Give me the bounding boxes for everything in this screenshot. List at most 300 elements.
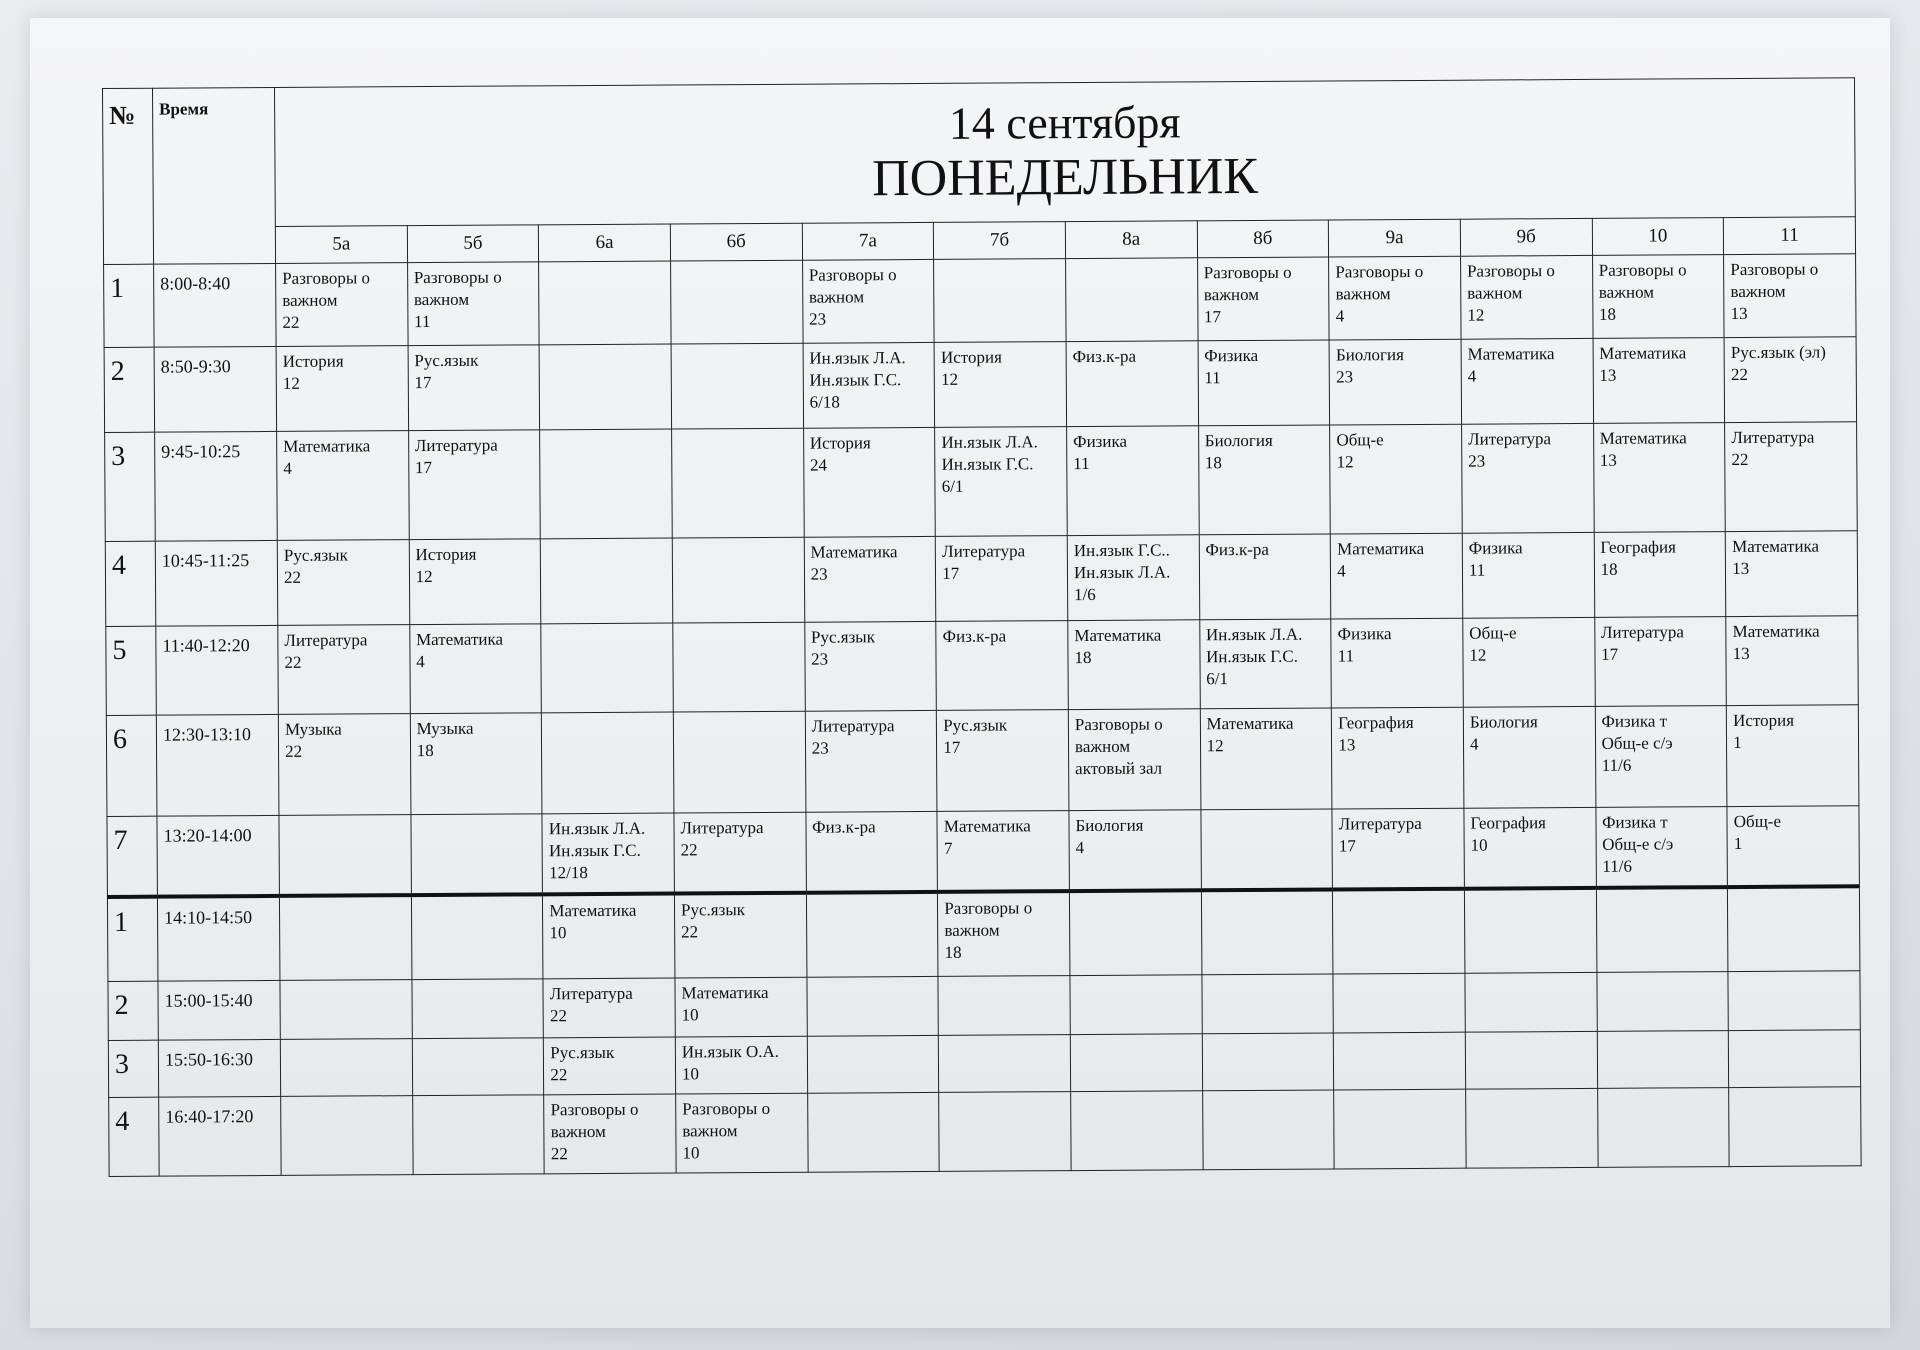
lesson-line: Музыка	[284, 719, 342, 740]
lesson-line: Литература	[284, 630, 368, 651]
lesson-line: 17	[1203, 306, 1222, 327]
lesson-cell	[1201, 890, 1333, 975]
lesson-cell	[1198, 340, 1330, 426]
lesson-line: актовый зал	[1075, 758, 1163, 778]
lesson-cell	[1460, 256, 1592, 340]
lesson-line: 18	[1598, 304, 1617, 324]
lesson-line: История	[1733, 710, 1795, 731]
lesson-cell	[937, 811, 1069, 892]
header-row	[103, 78, 1856, 228]
lesson-line: 23	[1468, 451, 1486, 471]
lesson-cell	[1594, 532, 1726, 618]
schedule-weekday: ПОНЕДЕЛЬНИК	[871, 147, 1259, 208]
lesson-line: Математика	[1074, 625, 1162, 646]
lesson-cell	[1068, 709, 1200, 811]
lesson-line: важном	[413, 289, 470, 310]
lesson-cell	[1592, 255, 1724, 339]
lesson-line: 11	[1337, 646, 1355, 666]
lesson-number: 2	[108, 981, 158, 1040]
lesson-line: Ин.язык О.А.	[681, 1042, 780, 1062]
second-shift-lesson-row	[108, 1030, 1860, 1098]
lesson-cell	[805, 711, 937, 813]
lesson-line: География	[1600, 537, 1676, 558]
lesson-cell	[544, 1094, 676, 1174]
class-header: 6а	[539, 224, 671, 262]
lesson-cell	[1594, 617, 1726, 707]
lesson-cell	[1595, 706, 1727, 808]
lesson-cell	[1724, 254, 1856, 338]
lesson-cell	[543, 894, 675, 979]
lesson-time: 12:30-13:10	[156, 715, 279, 817]
lesson-cell	[671, 344, 803, 430]
lesson-line: Физ.к-ра	[942, 626, 1007, 647]
lesson-cell	[408, 430, 540, 540]
lesson-line: важном	[1467, 283, 1523, 303]
lesson-line: Физ.к-ра	[1205, 540, 1269, 560]
lesson-line: важном	[1335, 284, 1391, 304]
class-header: 5б	[407, 225, 539, 263]
lesson-cell	[803, 428, 935, 538]
lesson-line: Рус.язык	[283, 545, 348, 566]
lesson-line: 4	[1075, 838, 1085, 858]
lesson-line: Математика	[283, 436, 371, 457]
lesson-line: Ин.язык Л.А.	[809, 348, 906, 368]
lesson-cell	[1726, 616, 1858, 706]
lesson-line: 18	[1600, 559, 1618, 579]
lesson-cell	[412, 1038, 544, 1096]
lesson-cell	[671, 261, 803, 345]
lesson-line: Рус.язык	[810, 627, 876, 647]
lesson-line: Ин.язык Л.А.	[548, 819, 646, 839]
lesson-line: 22	[550, 1143, 568, 1164]
lesson-line: География	[1470, 813, 1547, 833]
lesson-cell	[802, 260, 934, 344]
lesson-cell	[412, 1095, 544, 1175]
lesson-line: Разговоры о	[682, 1099, 771, 1119]
lesson-cell	[1334, 1033, 1466, 1091]
lesson-line: 22	[550, 1065, 568, 1085]
lesson-line: Литература	[414, 435, 498, 456]
schedule-document	[102, 77, 1861, 1177]
second-shift-lesson-row	[108, 971, 1860, 1041]
lesson-line: Ин.язык Г.С.	[941, 454, 1034, 474]
lesson-line: 1	[1733, 834, 1743, 854]
lesson-line: 22	[1731, 450, 1749, 470]
lesson-cell	[807, 1036, 939, 1094]
time-column-header: Время	[153, 87, 276, 264]
lesson-line: 22	[680, 840, 698, 860]
lesson-cell	[1330, 425, 1462, 535]
lesson-cell	[539, 344, 671, 430]
lesson-line: Рус.язык	[414, 351, 479, 371]
lesson-line: Общ-е с/э	[1602, 834, 1674, 854]
lesson-line: важном	[1074, 736, 1131, 757]
lesson-time: 10:45-11:25	[155, 541, 278, 627]
lesson-line: 12	[415, 567, 433, 587]
lesson-line: География	[1338, 713, 1414, 733]
lesson-line: 12	[1336, 452, 1354, 472]
lesson-cell	[936, 536, 1068, 622]
lesson-cell	[1067, 426, 1199, 536]
lesson-cell	[1065, 258, 1197, 342]
lesson-cell	[276, 346, 408, 432]
lesson-line: Рус.язык	[550, 1043, 615, 1063]
class-header: 9б	[1460, 218, 1592, 256]
lesson-cell	[280, 980, 412, 1040]
lesson-line: 12	[941, 369, 959, 389]
lesson-cell	[676, 1094, 808, 1174]
lesson-number: 3	[108, 1040, 158, 1097]
lesson-cell	[1066, 341, 1198, 427]
lesson-cell	[1331, 619, 1463, 709]
lesson-cell	[1725, 422, 1857, 532]
schedule-body	[104, 254, 1861, 1177]
class-header: 6б	[670, 223, 802, 261]
lesson-line: важном	[682, 1121, 738, 1141]
first-shift-lesson-row	[104, 254, 1856, 348]
lesson-cell	[1596, 972, 1728, 1032]
lesson-cell	[1461, 424, 1593, 534]
lesson-line: Разговоры о	[1203, 263, 1292, 283]
lesson-line: 22	[284, 652, 302, 672]
lesson-line: 23	[811, 738, 829, 758]
lesson-line: Разговоры о	[550, 1100, 639, 1120]
lesson-cell	[938, 891, 1070, 976]
lesson-cell	[281, 1096, 413, 1176]
lesson-line: 22	[1730, 365, 1749, 385]
lesson-line: Разговоры о	[282, 268, 371, 289]
lesson-line: Ин.язык Л.А.	[1205, 624, 1303, 645]
lesson-line: Физика	[1468, 538, 1523, 558]
lesson-line: Физика	[1204, 346, 1259, 366]
lesson-line: Разговоры о	[1335, 262, 1424, 282]
lesson-line: 17	[1338, 836, 1356, 856]
lesson-cell	[277, 540, 409, 626]
lesson-cell	[1329, 340, 1461, 426]
lesson-cell	[937, 710, 1069, 812]
lesson-cell	[674, 813, 806, 894]
lesson-cell	[806, 892, 938, 977]
lesson-time: 9:45-10:25	[155, 432, 278, 542]
lesson-line: Ин.язык Г.С.	[548, 840, 641, 861]
first-shift-lesson-row	[105, 531, 1857, 627]
lesson-line: 10	[681, 1005, 699, 1025]
lesson-line: 10	[1470, 835, 1488, 855]
lesson-line: Рус.язык (эл)	[1730, 342, 1826, 363]
lesson-line: Математика	[549, 901, 637, 921]
lesson-cell	[409, 539, 541, 625]
lesson-cell	[541, 623, 673, 713]
paper-sheet	[30, 18, 1890, 1328]
lesson-line: Ин.язык Л.А.	[941, 432, 1038, 453]
lesson-line: 4	[1335, 306, 1345, 326]
lesson-cell	[1463, 707, 1595, 809]
second-shift-lesson-row	[109, 1087, 1861, 1177]
lesson-cell	[280, 1039, 412, 1097]
lesson-cell	[408, 345, 540, 431]
lesson-line: История	[282, 351, 344, 372]
lesson-time: 11:40-12:20	[156, 626, 279, 716]
lesson-line: 1	[1733, 733, 1742, 753]
lesson-cell	[409, 624, 541, 714]
lesson-line: Литература	[1468, 429, 1552, 449]
lesson-number: 3	[105, 432, 156, 541]
lesson-cell	[276, 263, 408, 347]
lesson-line: Музыка	[416, 719, 474, 739]
lesson-line: 23	[810, 564, 828, 584]
lesson-line: 13	[1599, 450, 1617, 470]
lesson-cell	[540, 429, 672, 539]
lesson-cell	[1464, 888, 1596, 973]
lesson-number: 2	[104, 347, 155, 432]
lesson-cell	[1727, 806, 1859, 887]
lesson-line: 12	[1206, 736, 1224, 756]
lesson-cell	[1198, 425, 1330, 535]
lesson-line: Математика	[1599, 428, 1687, 449]
lesson-line: 11	[1468, 560, 1486, 580]
lesson-line: Общ-е	[1733, 812, 1782, 832]
lesson-line: Биология	[1204, 431, 1273, 451]
lesson-cell	[1199, 534, 1331, 620]
lesson-cell	[1593, 423, 1725, 533]
lesson-line: 4	[1467, 366, 1477, 386]
lesson-line: Биология	[1335, 345, 1404, 365]
lesson-time: 15:50-16:30	[158, 1040, 280, 1098]
lesson-cell	[675, 1037, 807, 1095]
lesson-cell	[1465, 973, 1597, 1033]
lesson-line: 10	[681, 1064, 700, 1084]
lesson-number: 7	[107, 816, 157, 897]
lesson-line: 22	[284, 741, 303, 761]
lesson-cell	[1465, 1032, 1597, 1090]
lesson-line: Разговоры о	[1598, 260, 1687, 281]
lesson-line: 12/18	[549, 862, 588, 883]
lesson-line: Математика	[1337, 539, 1425, 559]
lesson-cell	[411, 895, 543, 980]
lesson-cell	[1334, 1090, 1466, 1170]
lesson-line: Биология	[1075, 815, 1144, 836]
lesson-cell	[1729, 1030, 1861, 1088]
lesson-number: 4	[109, 1097, 159, 1176]
lesson-cell	[1067, 535, 1199, 621]
lesson-line: Биология	[1469, 712, 1538, 732]
lesson-cell	[1597, 1088, 1729, 1168]
lesson-line: 1/6	[1073, 584, 1096, 604]
lesson-cell	[939, 1092, 1071, 1172]
lesson-cell	[806, 812, 938, 893]
first-shift-lesson-row	[106, 616, 1858, 716]
lesson-line: 12	[1467, 305, 1485, 325]
lesson-cell	[673, 712, 805, 814]
lesson-line: Разговоры о	[808, 265, 897, 285]
lesson-cell	[934, 259, 1066, 343]
lesson-line: 4	[283, 458, 292, 478]
lesson-cell	[803, 343, 935, 429]
lesson-cell	[1201, 809, 1333, 890]
lesson-line: 10	[549, 923, 567, 943]
lesson-cell	[1461, 339, 1593, 425]
lesson-cell	[939, 1035, 1071, 1093]
lesson-cell	[1197, 257, 1329, 341]
lesson-cell	[672, 538, 804, 624]
lesson-line: 17	[414, 373, 432, 393]
lesson-cell	[1329, 257, 1461, 341]
lesson-line: Математика	[1599, 343, 1687, 364]
lesson-line: Физ.к-ра	[1072, 347, 1137, 367]
lesson-cell	[1330, 534, 1462, 620]
lesson-line: Физика т	[1601, 711, 1668, 732]
lesson-line: важном	[550, 1122, 606, 1142]
lesson-line: Ин.язык Г.С.	[809, 370, 902, 390]
lesson-line: Литература	[811, 716, 895, 736]
lesson-cell	[1070, 975, 1202, 1035]
lesson-cell	[1729, 1087, 1861, 1167]
lesson-line: 22	[283, 567, 302, 587]
lesson-line: Физика	[1073, 432, 1128, 452]
lesson-cell	[1463, 618, 1595, 708]
second-shift-lesson-row	[107, 887, 1859, 982]
lesson-cell	[544, 1037, 676, 1095]
lesson-cell	[935, 427, 1067, 537]
lesson-cell	[1332, 809, 1464, 890]
lesson-line: Литература	[1600, 622, 1684, 643]
lesson-line: Рус.язык	[680, 900, 746, 920]
lesson-cell	[672, 429, 804, 539]
lesson-line: История	[415, 545, 477, 565]
lesson-line: Литература	[549, 984, 633, 1004]
lesson-time: 14:10-14:50	[157, 896, 280, 981]
lesson-time: 13:20-14:00	[157, 816, 279, 897]
lesson-cell	[807, 1093, 939, 1173]
lesson-line: Разговоры о	[944, 898, 1033, 919]
class-header: 7а	[802, 222, 934, 260]
lesson-cell	[539, 261, 671, 345]
class-header: 8б	[1197, 220, 1329, 258]
lesson-line: История	[940, 347, 1002, 368]
lesson-line: 22	[681, 922, 699, 942]
lesson-line: Математика	[1731, 536, 1820, 557]
lesson-line: История	[809, 433, 871, 453]
lesson-cell	[541, 538, 673, 624]
lesson-cell	[279, 815, 411, 896]
lesson-line: 12	[1469, 645, 1487, 665]
lesson-number: 6	[106, 715, 157, 816]
lesson-line: Общ-е с/э	[1601, 733, 1673, 753]
lesson-cell	[1333, 974, 1465, 1034]
lesson-line: важном	[1730, 281, 1786, 302]
lesson-cell	[1070, 1034, 1202, 1092]
lesson-cell	[1202, 974, 1334, 1034]
lesson-cell	[938, 976, 1070, 1036]
class-header: 7б	[934, 222, 1066, 260]
lesson-line: важном	[944, 920, 1000, 940]
lesson-line: 23	[811, 649, 829, 669]
lesson-line: Ин.язык Л.А.	[1073, 562, 1171, 583]
lesson-cell	[1728, 887, 1860, 972]
lesson-line: 4	[416, 652, 425, 672]
lesson-line: 22	[549, 1006, 568, 1026]
lesson-number: 5	[106, 626, 157, 715]
lesson-line: Разговоры о	[1466, 261, 1555, 281]
number-column-header: №	[103, 88, 154, 265]
lesson-line: 13	[1732, 644, 1750, 664]
lesson-cell	[542, 712, 674, 814]
lesson-cell	[804, 537, 936, 623]
lesson-line: 7	[943, 838, 953, 858]
lesson-time: 8:00-8:40	[154, 264, 277, 348]
lesson-cell	[1725, 531, 1857, 617]
lesson-cell	[936, 621, 1068, 711]
lesson-line: Математика	[1467, 344, 1555, 364]
lesson-line: Разговоры о	[413, 267, 502, 288]
class-header: 8а	[1065, 221, 1197, 259]
first-shift-lesson-row	[107, 806, 1859, 897]
schedule-title	[274, 78, 1855, 227]
lesson-line: Математика	[810, 542, 898, 562]
lesson-line: 10	[682, 1143, 700, 1163]
first-shift-lesson-row	[106, 705, 1859, 817]
lesson-line: Литература	[942, 541, 1026, 562]
lesson-cell	[675, 978, 807, 1038]
lesson-line: 12	[282, 373, 300, 393]
lesson-cell	[1202, 1090, 1334, 1170]
lesson-line: Общ-е	[1336, 430, 1384, 450]
lesson-line: Ин.язык Г.С..	[1073, 540, 1170, 561]
lesson-cell	[1332, 708, 1464, 810]
lesson-line: Литература	[680, 818, 764, 838]
lesson-cell	[278, 714, 410, 816]
lesson-line: 17	[942, 563, 960, 583]
lesson-line: 23	[1335, 367, 1354, 387]
lesson-line: важном	[1203, 284, 1260, 305]
lesson-cell	[277, 431, 409, 541]
lesson-line: Литература	[1731, 427, 1815, 448]
lesson-line: важном	[282, 290, 338, 310]
first-shift-lesson-row	[105, 422, 1858, 542]
lesson-cell	[543, 978, 675, 1038]
lesson-line: 6/1	[941, 476, 964, 496]
lesson-line: 13	[1730, 303, 1748, 323]
lesson-number: 4	[105, 541, 156, 626]
lesson-cell	[278, 625, 410, 715]
lesson-cell	[1069, 891, 1201, 976]
lesson-line: Математика	[415, 629, 504, 650]
lesson-cell	[1724, 337, 1856, 423]
lesson-line: Физ.к-ра	[812, 817, 876, 837]
lesson-line: Физика т	[1602, 812, 1668, 833]
lesson-line: Рус.язык	[943, 715, 1008, 736]
lesson-line: 18	[416, 741, 434, 761]
lesson-cell	[1202, 1033, 1334, 1091]
lesson-line: 22	[282, 312, 300, 332]
lesson-line: Литература	[1338, 814, 1422, 834]
lesson-number: 1	[107, 897, 158, 982]
lesson-line: 13	[1599, 365, 1617, 385]
lesson-line: 4	[1337, 561, 1346, 581]
lesson-line: 17	[1600, 644, 1619, 664]
lesson-cell	[279, 895, 411, 980]
lesson-line: Разговоры о	[1074, 714, 1163, 735]
lesson-cell	[1727, 705, 1859, 807]
class-header: 5а	[275, 226, 407, 264]
lesson-cell	[1595, 807, 1727, 888]
lesson-time: 8:50-9:30	[154, 347, 277, 433]
lesson-line: Математика	[1206, 714, 1294, 734]
lesson-cell	[674, 893, 806, 978]
lesson-line: 6/18	[809, 392, 840, 412]
lesson-line: 23	[808, 309, 827, 329]
lesson-line: Разговоры о	[1730, 259, 1819, 280]
